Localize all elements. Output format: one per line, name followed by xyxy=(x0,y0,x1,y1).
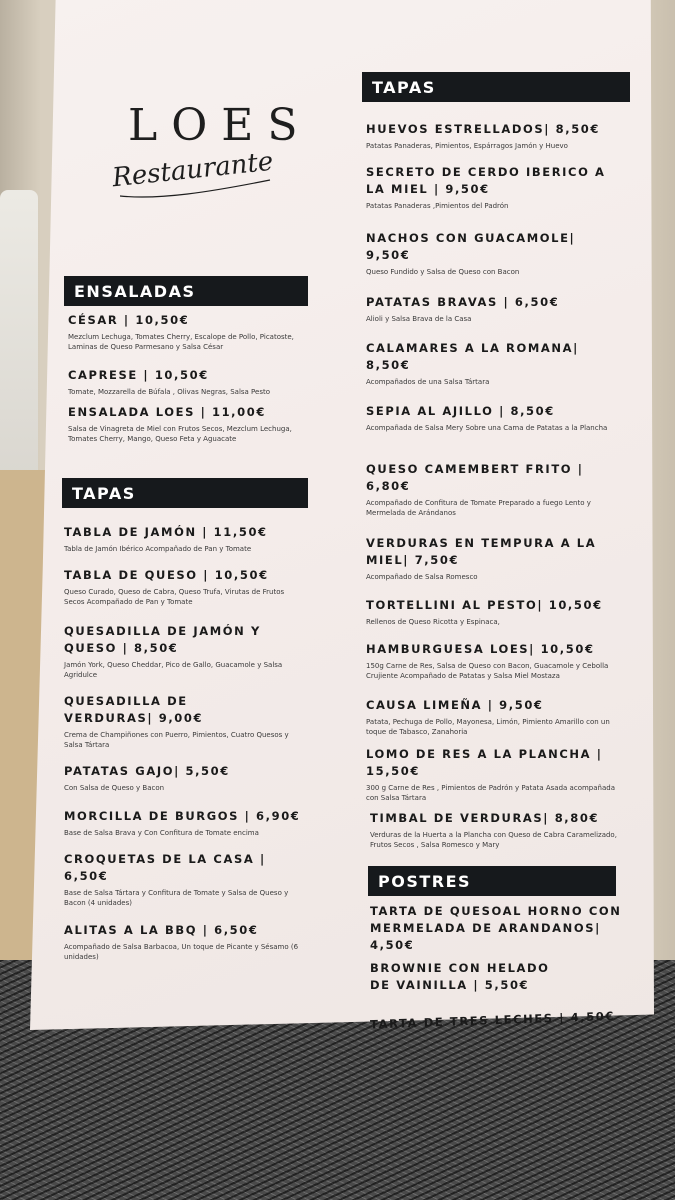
section-postres: POSTRES xyxy=(368,866,616,896)
item-name: QUESADILLA DE JAMÓN Y QUESO | 8,50€ xyxy=(64,624,261,655)
item-description: Salsa de Vinagreta de Miel con Frutos Secos, Mezclum Lechuga, Tomates Cherry, Mango, Queso Feta y Aguacate xyxy=(68,425,292,443)
item-description: Acompañados de una Salsa Tártara xyxy=(366,378,490,386)
menu-item xyxy=(366,746,621,803)
item-name: SECRETO DE CERDO IBERICO A LA MIEL | 9,50€ xyxy=(366,165,606,196)
item-description: Patata, Pechuga de Pollo, Mayonesa, Limón, Pimiento Amarillo con un toque de Tabasco, Zanahoria xyxy=(366,718,610,736)
menu-item xyxy=(366,697,611,737)
item-name: QUESADILLA DE VERDURAS| 9,00€ xyxy=(64,694,204,725)
item-name: SEPIA AL AJILLO | 8,50€ xyxy=(366,404,555,418)
item-name: ALITAS A LA BBQ | 6,50€ xyxy=(64,923,259,937)
menu-item xyxy=(64,922,304,962)
item-description: Tabla de Jamón Ibérico Acompañado de Pan y Tomate xyxy=(64,545,252,553)
item-description: Acompañado de Salsa Barbacoa, Un toque de Picante y Sésamo (6 unidades) xyxy=(64,943,299,961)
menu-item xyxy=(366,294,611,324)
item-name: VERDURAS EN TEMPURA A LA MIEL| 7,50€ xyxy=(366,536,597,567)
item-name: TORTELLINI AL PESTO| 10,50€ xyxy=(366,598,603,612)
item-description: Alioli y Salsa Brava de la Casa xyxy=(366,315,472,323)
item-description: Con Salsa de Queso y Bacon xyxy=(64,784,165,792)
item-description: Tomate, Mozzarella de Búfala , Olivas Negras, Salsa Pesto xyxy=(68,388,270,396)
logo-flourish xyxy=(120,178,280,208)
menu-item xyxy=(64,763,304,793)
item-name: LOMO DE RES A LA PLANCHA | 15,50€ xyxy=(366,747,603,778)
item-description: Base de Salsa Tártara y Confitura de Tomate y Salsa de Queso y Bacon (4 unidades) xyxy=(64,889,289,907)
restaurant-logo-subtitle: Restaurante xyxy=(110,146,275,194)
section-tapas-right: TAPAS xyxy=(362,72,630,102)
item-description: Acompañado de Salsa Romesco xyxy=(366,573,478,581)
item-description: Patatas Panaderas, Pimientos, Espárragos Jamón y Huevo xyxy=(366,142,568,150)
item-name: PATATAS GAJO| 5,50€ xyxy=(64,764,230,778)
menu-item xyxy=(64,851,289,908)
item-description: Rellenos de Queso Ricotta y Espinaca, xyxy=(366,618,500,626)
menu-item xyxy=(64,567,304,607)
menu-item xyxy=(366,230,586,277)
menu-item xyxy=(370,960,570,994)
item-name: BROWNIE CON HELADO DE VAINILLA | 5,50€ xyxy=(370,961,550,992)
menu-item xyxy=(64,623,283,680)
item-description: Acompañado de Confitura de Tomate Preparado a fuego Lento y Mermelada de Arándanos xyxy=(366,499,591,517)
item-description: Base de Salsa Brava y Con Confitura de Tomate encima xyxy=(64,829,259,837)
item-name: PATATAS BRAVAS | 6,50€ xyxy=(366,295,560,309)
menu-item xyxy=(370,903,625,954)
item-name: TABLA DE JAMÓN | 11,50€ xyxy=(64,525,268,539)
item-name: HUEVOS ESTRELLADOS| 8,50€ xyxy=(366,122,601,136)
item-name: CROQUETAS DE LA CASA | 6,50€ xyxy=(64,852,266,883)
menu-item xyxy=(366,340,586,387)
background-chair xyxy=(0,190,38,490)
menu-item xyxy=(366,535,611,582)
item-name: ENSALADA LOES | 11,00€ xyxy=(68,405,266,419)
section-ensaladas: ENSALADAS xyxy=(64,276,308,306)
item-description: Queso Fundido y Salsa de Queso con Bacon xyxy=(366,268,520,276)
menu-item xyxy=(64,524,304,554)
item-description: Acompañada de Salsa Mery Sobre una Cama de Patatas a la Plancha xyxy=(366,424,608,432)
menu-item xyxy=(64,808,304,838)
restaurant-logo-name: LOES xyxy=(128,100,312,151)
menu-item xyxy=(366,403,611,433)
item-name: CAPRESE | 10,50€ xyxy=(68,368,209,382)
item-description: Jamón York, Queso Cheddar, Pico de Gallo, Guacamole y Salsa Agridulce xyxy=(64,661,283,679)
menu-item xyxy=(64,693,289,750)
menu-item xyxy=(68,312,308,352)
item-description: Mezclum Lechuga, Tomates Cherry, Escalope de Pollo, Picatoste, Laminas de Queso Parmesano y Salsa César xyxy=(68,333,294,351)
menu-item xyxy=(366,597,621,627)
item-name: CAUSA LIMEÑA | 9,50€ xyxy=(366,698,544,712)
item-name: CÉSAR | 10,50€ xyxy=(68,313,190,327)
menu-item xyxy=(366,121,611,151)
menu-item xyxy=(68,367,308,397)
item-description: Verduras de la Huerta a la Plancha con Queso de Cabra Caramelizado, Frutos Secos , Salsa Romesco y Mary xyxy=(370,831,617,849)
item-name: MORCILLA DE BURGOS | 6,90€ xyxy=(64,809,301,823)
menu-item xyxy=(370,810,625,850)
item-description: Patatas Panaderas ,Pimientos del Padrón xyxy=(366,202,509,210)
menu-item xyxy=(68,404,308,444)
menu-item xyxy=(366,164,611,211)
item-description: Crema de Champiñones con Puerro, Pimientos, Cuatro Quesos y Salsa Tártara xyxy=(64,731,289,749)
item-name: TIMBAL DE VERDURAS| 8,80€ xyxy=(370,811,600,825)
item-name: HAMBURGUESA LOES| 10,50€ xyxy=(366,642,595,656)
item-description: Queso Curado, Queso de Cabra, Queso Trufa, Virutas de Frutos Secos Acompañado de Pan y Tomate xyxy=(64,588,285,606)
menu-item xyxy=(366,641,621,681)
item-name: TARTA DE QUESOAL HORNO CON MERMELADA DE ARANDANOS| 4,50€ xyxy=(370,904,622,952)
item-name: QUESO CAMEMBERT FRITO | 6,80€ xyxy=(366,462,584,493)
item-name: TARTA DE TRES LECHES | 4,50€ xyxy=(369,1008,616,1032)
menu-item xyxy=(366,461,591,518)
item-description: 300 g Carne de Res , Pimientos de Padrón y Patata Asada acompañada con Salsa Tártara xyxy=(366,784,615,802)
item-name: TABLA DE QUESO | 10,50€ xyxy=(64,568,269,582)
item-name: CALAMARES A LA ROMANA| 8,50€ xyxy=(366,341,579,372)
section-tapas-left: TAPAS xyxy=(62,478,308,508)
item-name: NACHOS CON GUACAMOLE| 9,50€ xyxy=(366,231,576,262)
item-description: 150g Carne de Res, Salsa de Queso con Bacon, Guacamole y Cebolla Crujiente Acompañado de Patatas y Salsa Miel Mostaza xyxy=(366,662,609,680)
